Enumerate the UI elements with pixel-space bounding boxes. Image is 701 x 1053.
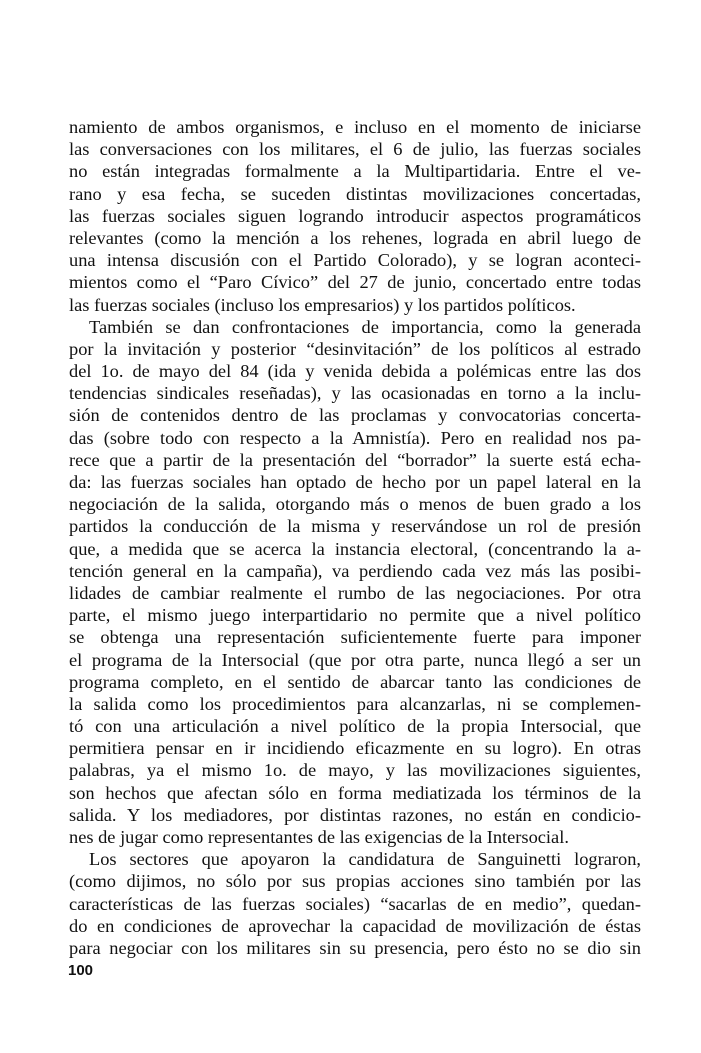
text-line-12: del 1o. de mayo del 84 (ida y venida debida a polémicas entre las dos [69, 361, 641, 382]
text-line-18: negociación de la salida, otorgando más o menos de buen grado a los [69, 494, 641, 515]
text-line-37: do en condiciones de aprovechar la capacidad de movilización de éstas [69, 915, 641, 936]
text-line-10: También se dan confrontaciones de importancia, como la generada [89, 316, 641, 337]
text-line-22: lidades de cambiar realmente el rumbo de las negociaciones. Por otra [69, 582, 641, 603]
text-line-6: relevantes (como la mención a los rehenes, lograda en abril luego de [69, 227, 641, 248]
text-line-14: sión de contenidos dentro de las proclamas y convocatorias concerta- [69, 405, 641, 426]
text-line-5: las fuerzas sociales siguen logrando introducir aspectos programáticos [69, 205, 641, 226]
text-line-27: la salida como los procedimientos para alcanzarlas, ni se complemen- [69, 693, 641, 714]
text-line-16: rece que a partir de la presentación del “borrador” la suerte está echa- [69, 449, 641, 470]
text-line-7: una intensa discusión con el Partido Colorado), y se logran aconteci- [69, 250, 641, 271]
text-line-4: rano y esa fecha, se suceden distintas movilizaciones concertadas, [69, 183, 641, 204]
text-line-34: Los sectores que apoyaron la candidatura de Sanguinetti lograron, [89, 849, 641, 870]
text-line-28: tó con una articulación a nivel político de la propia Intersocial, que [69, 716, 641, 737]
text-line-32: salida. Y los mediadores, por distintas razones, no están en condicio- [69, 804, 641, 825]
text-line-17: da: las fuerzas sociales han optado de hecho por un papel lateral en la [69, 472, 641, 492]
text-line-25: el programa de la Intersocial (que por otra parte, nunca llegó a ser un [69, 649, 641, 670]
text-line-24: se obtenga una representación suficientemente fuerte para imponer [69, 627, 641, 648]
text-line-31: son hechos que afectan sólo en forma mediatizada los términos de la [69, 782, 641, 803]
text-line-20: que, a medida que se acerca la instancia electoral, (concentrando la a- [69, 538, 641, 559]
page-number: 100 [68, 962, 94, 979]
text-line-30: palabras, ya el mismo 1o. de mayo, y las movilizaciones siguientes, [69, 760, 641, 781]
text-line-21: tención general en la campaña), va perdiendo cada vez más las posibi- [69, 560, 641, 581]
body-text [69, 116, 641, 959]
text-line-35: (como dijimos, no sólo por sus propias acciones sino también por las [69, 871, 641, 892]
text-line-19: partidos la conducción de la misma y reservándose un rol de presión [69, 516, 641, 537]
text-line-23: parte, el mismo juego interpartidario no permite que a nivel político [69, 605, 641, 626]
text-line-38: para negociar con los militares sin su presencia, pero ésto no se dio sin [69, 937, 641, 958]
text-line-3: no están integradas formalmente a la Multipartidaria. Entre el ve- [69, 161, 641, 182]
text-line-11: por la invitación y posterior “desinvitación” de los políticos al estrado [69, 338, 641, 359]
text-line-29: permitiera pensar en ir incidiendo eficazmente en su logro). En otras [69, 738, 641, 759]
text-line-15: das (sobre todo con respecto a la Amnistía). Pero en realidad nos pa- [69, 427, 641, 448]
text-line-2: las conversaciones con los militares, el 6 de julio, las fuerzas sociales [69, 139, 641, 160]
text-line-8: mientos como el “Paro Cívico” del 27 de junio, concertado entre todas [69, 272, 641, 293]
text-line-36: características de las fuerzas sociales) “sacarlas de en medio”, quedan- [69, 893, 641, 914]
text-line-33: nes de jugar como representantes de las exigencias de la Intersocial. [69, 827, 569, 847]
text-line-9: las fuerzas sociales (incluso los empresarios) y los partidos políticos. [69, 294, 576, 315]
text-line-26: programa completo, en el sentido de abarcar tanto las condiciones de [69, 671, 641, 692]
text-line-13: tendencias sindicales reseñadas), y las ocasionadas en torno a la inclu- [69, 383, 641, 404]
text-line-1: namiento de ambos organismos, e incluso en el momento de iniciarse [69, 117, 641, 137]
